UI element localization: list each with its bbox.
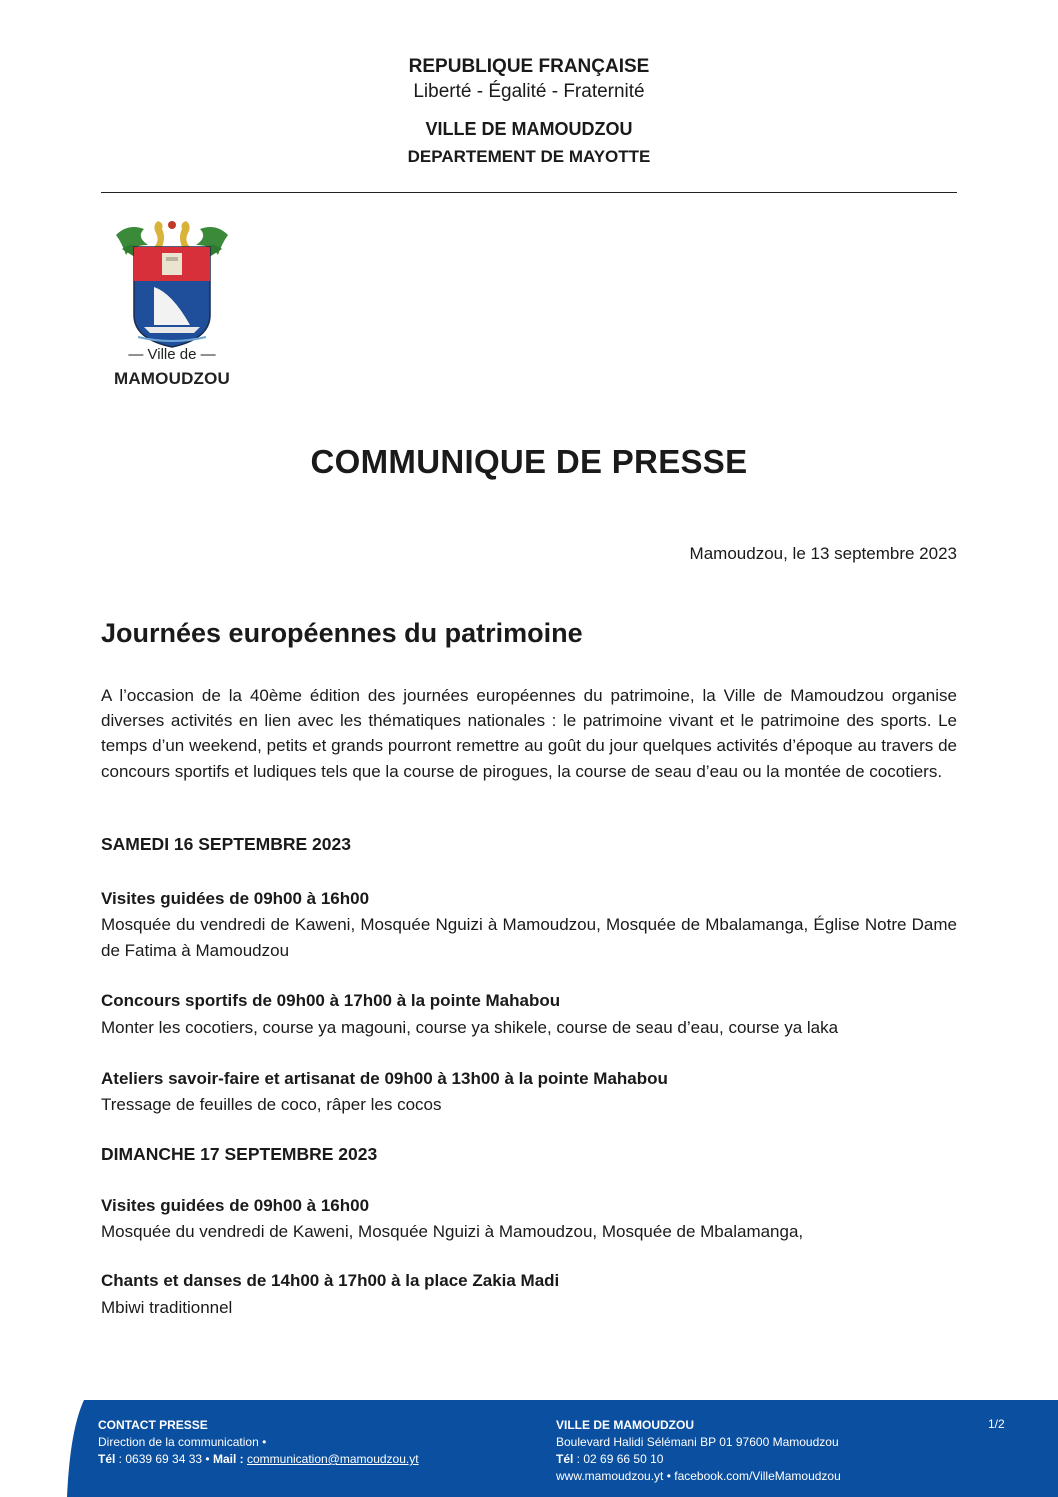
event-title: Concours sportifs de 09h00 à 17h00 à la pointe Mahabou bbox=[101, 991, 561, 1010]
event-title: Ateliers savoir-faire et artisanat de 09h00 à 13h00 à la pointe Mahabou bbox=[101, 1069, 668, 1088]
header-motto: Liberté - Égalité - Fraternité bbox=[413, 81, 645, 102]
event-description: Mosquée du vendredi de Kaweni, Mosquée Nguizi à Mamoudzou, Mosquée de Mbalamanga, bbox=[101, 1222, 804, 1241]
coat-of-arms-logo bbox=[108, 215, 236, 393]
header-departement: DEPARTEMENT DE MAYOTTE bbox=[407, 147, 651, 166]
footer-contact bbox=[98, 1417, 419, 1468]
header-republique: REPUBLIQUE FRANÇAISE bbox=[408, 56, 650, 77]
day-heading-saturday: SAMEDI 16 SEPTEMBRE 2023 bbox=[101, 834, 351, 854]
logo-text-mamoudzou: MAMOUDZOU bbox=[113, 369, 231, 388]
page-number: 1/2 bbox=[988, 1417, 1005, 1431]
event-description: Tressage de feuilles de coco, râper les cocos bbox=[101, 1095, 442, 1114]
footer-tel-value: : 0639 69 34 33 • bbox=[115, 1452, 213, 1466]
footer-contact-details bbox=[98, 1451, 419, 1468]
event-title: Chants et danses de 14h00 à 17h00 à la place Zakia Madi bbox=[101, 1271, 560, 1290]
footer-web[interactable]: www.mamoudzou.yt • facebook.com/VilleMamoudzou bbox=[556, 1469, 841, 1483]
footer-tel2-label: Tél bbox=[556, 1452, 574, 1466]
header-divider bbox=[101, 192, 957, 193]
intro-paragraph: A l’occasion de la 40ème édition des journées européennes du patrimoine, la Ville de Mamoudzou organise diverses activités en lien avec les thématiques nationales : le patrimoine vivant et le patrimoine des sports. Le temps d’un weekend, petits et grands pourront remettre au goût du jour quelques activités d’époque au travers de concours sportifs et ludiques tels que la course de pirogues, la course de seau d’eau ou la montée de cocotiers. bbox=[101, 686, 957, 781]
footer-tel-label: Tél bbox=[98, 1452, 116, 1466]
footer-band bbox=[0, 1400, 1058, 1497]
footer-tel2 bbox=[556, 1451, 841, 1468]
header-ville: VILLE DE MAMOUDZOU bbox=[425, 119, 633, 139]
section-heading: Journées européennes du patrimoine bbox=[101, 618, 583, 648]
logo-text-ville-de: — Ville de — bbox=[128, 346, 216, 363]
footer-contact-heading: CONTACT PRESSE bbox=[98, 1418, 208, 1432]
event-title: Visites guidées de 09h00 à 16h00 bbox=[101, 1196, 370, 1215]
event-description: Mbiwi traditionnel bbox=[101, 1298, 233, 1317]
event-description: Mosquée du vendredi de Kaweni, Mosquée Nguizi à Mamoudzou, Mosquée de Mbalamanga, Église Notre Dame de Fatima à Mamoudzou bbox=[101, 915, 957, 960]
event-title: Visites guidées de 09h00 à 16h00 bbox=[101, 889, 370, 908]
footer-tel2-value: : 02 69 66 50 10 bbox=[573, 1452, 664, 1466]
footer-ville-heading: VILLE DE MAMOUDZOU bbox=[556, 1418, 694, 1432]
event-description: Monter les cocotiers, course ya magouni, course ya shikele, course de seau d’eau, course ya laka bbox=[101, 1018, 839, 1037]
page-title: COMMUNIQUE DE PRESSE bbox=[310, 443, 748, 480]
footer-ville bbox=[556, 1417, 841, 1485]
date-line: Mamoudzou, le 13 septembre 2023 bbox=[689, 544, 957, 563]
footer-contact-dept: Direction de la communication • bbox=[98, 1435, 267, 1449]
footer-mail-link[interactable]: communication@mamoudzou.yt bbox=[246, 1452, 419, 1466]
day-heading-sunday: DIMANCHE 17 SEPTEMBRE 2023 bbox=[101, 1144, 378, 1164]
footer-mail-label: Mail : bbox=[212, 1452, 244, 1466]
footer-address: Boulevard Halidi Sélémani BP 01 97600 Mamoudzou bbox=[556, 1435, 839, 1449]
